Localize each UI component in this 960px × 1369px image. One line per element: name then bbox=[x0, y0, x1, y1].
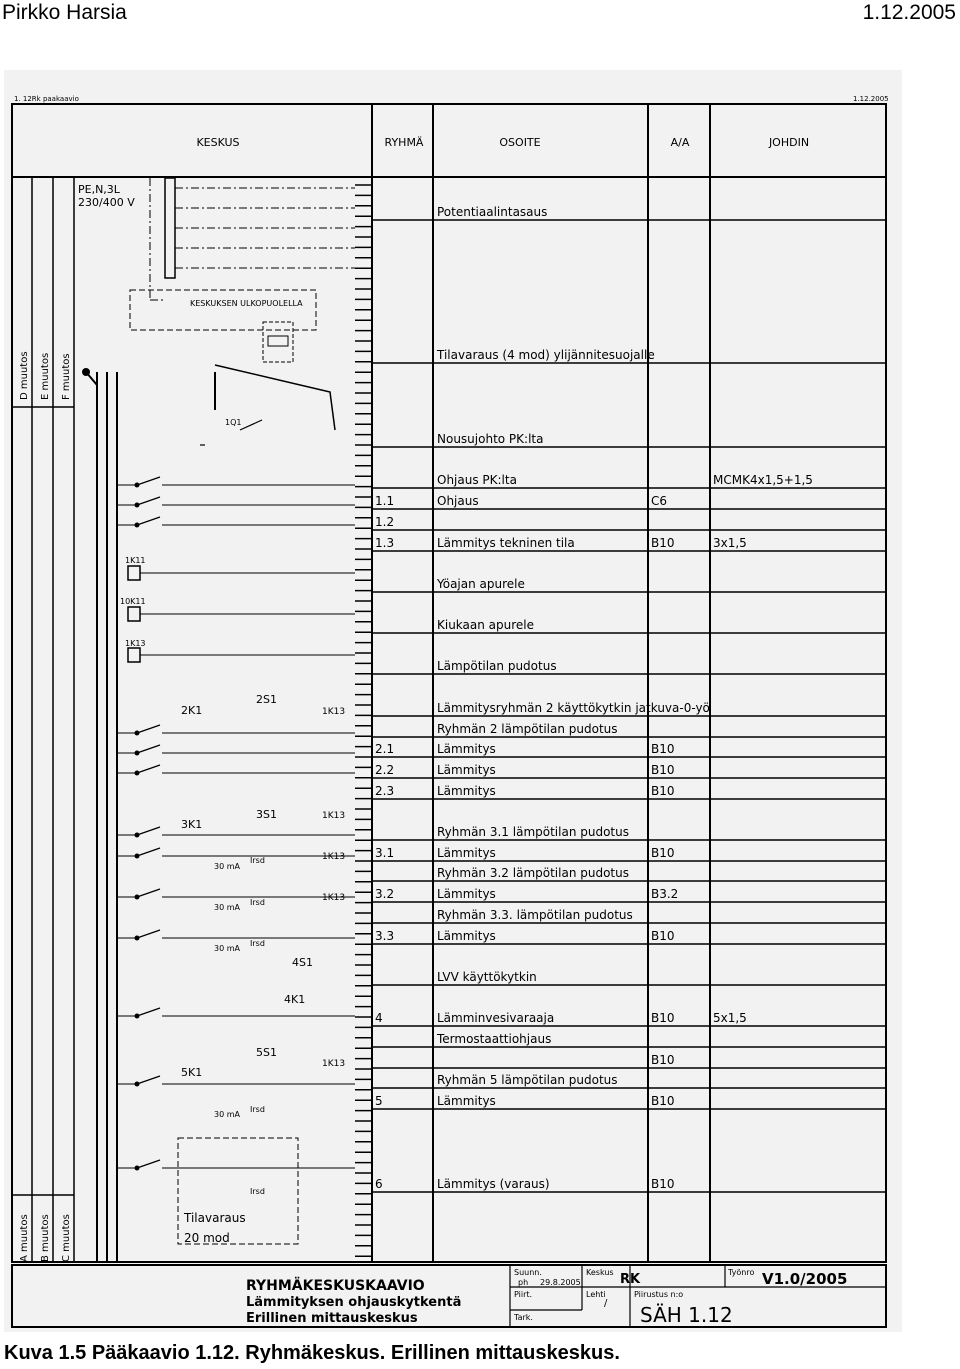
row-ryhma: 6 bbox=[375, 1177, 383, 1191]
revision-e: E muutos bbox=[40, 352, 51, 400]
label-1k13-c: 1K13 bbox=[322, 852, 346, 862]
label-irsd-a: Irsd bbox=[250, 856, 265, 865]
label-3s1: 3S1 bbox=[256, 808, 277, 821]
row-ryhma: 2.3 bbox=[375, 784, 395, 798]
revision-b: B muutos bbox=[40, 1214, 51, 1262]
row-osoite: Lämmitys bbox=[437, 742, 496, 756]
row-ryhma: 5 bbox=[375, 1094, 383, 1108]
row-osoite: Kiukaan apurele bbox=[437, 618, 535, 632]
row-osoite: Ryhmän 3.1 lämpötilan pudotus bbox=[437, 825, 629, 839]
label-30ma-a: 30 mA bbox=[214, 862, 240, 871]
title-block-subtitle2: Erillinen mittauskeskus bbox=[246, 1311, 418, 1326]
row-ryhma: 2.1 bbox=[375, 742, 395, 756]
label-2s1: 2S1 bbox=[256, 693, 277, 706]
row-osoite: Ryhmän 2 lämpötilan pudotus bbox=[437, 722, 618, 736]
label-1k13-b: 1K13 bbox=[322, 811, 346, 821]
row-ryhma: 4 bbox=[375, 1011, 383, 1025]
row-aa: B10 bbox=[651, 536, 675, 550]
row-aa: B10 bbox=[651, 846, 675, 860]
label-5k1: 5K1 bbox=[181, 1066, 203, 1079]
row-ryhma: 3.1 bbox=[375, 846, 395, 860]
row-johdin: MCMK4x1,5+1,5 bbox=[713, 473, 813, 487]
label-4k1: 4K1 bbox=[284, 993, 306, 1006]
row-johdin: 3x1,5 bbox=[713, 536, 747, 550]
label-1k11: 1K11 bbox=[125, 556, 146, 565]
tb-piirustus-label: Piirustus n:o bbox=[634, 1290, 684, 1299]
col-aa: A/A bbox=[670, 136, 690, 149]
label-1k13-a: 1K13 bbox=[322, 707, 346, 717]
row-osoite: Lämminvesivaraaja bbox=[437, 1011, 555, 1025]
row-aa: B10 bbox=[651, 763, 675, 777]
row-aa: B10 bbox=[651, 1094, 675, 1108]
row-osoite: Ohjaus bbox=[437, 494, 479, 508]
sheet-top-right: 1.12.2005 bbox=[853, 95, 889, 103]
col-ryhma: RYHMÄ bbox=[384, 136, 424, 149]
row-johdin: 5x1,5 bbox=[713, 1011, 747, 1025]
row-osoite: Termostaattiohjaus bbox=[437, 1032, 552, 1046]
reserve-label-2: 20 mod bbox=[184, 1231, 230, 1245]
revision-c: C muutos bbox=[61, 1214, 72, 1262]
label-irsd-c: Irsd bbox=[250, 939, 265, 948]
label-1k13-e: 1K13 bbox=[322, 1059, 346, 1069]
row-aa: C6 bbox=[651, 494, 668, 508]
label-3k1: 3K1 bbox=[181, 818, 203, 831]
col-keskus: KESKUS bbox=[196, 136, 240, 149]
row-osoite: Lämmitys bbox=[437, 784, 496, 798]
tb-lehti-label: Lehti bbox=[586, 1290, 606, 1299]
tb-tark-label: Tark. bbox=[514, 1313, 533, 1322]
label-irsd-e: Irsd bbox=[250, 1187, 265, 1196]
row-ryhma: 3.2 bbox=[375, 887, 395, 901]
supply-label-2: 230/400 V bbox=[78, 196, 135, 209]
row-aa: B10 bbox=[651, 929, 675, 943]
row-aa: B10 bbox=[651, 742, 675, 756]
supply-label-1: PE,N,3L bbox=[78, 183, 120, 196]
row-osoite: Lämmitys bbox=[437, 1094, 496, 1108]
tb-tyonro-value: V1.0/2005 bbox=[762, 1270, 848, 1288]
label-2k1: 2K1 bbox=[181, 704, 203, 717]
reserve-label-1: Tilavaraus bbox=[184, 1211, 246, 1225]
row-osoite: Ohjaus PK:lta bbox=[437, 473, 517, 487]
revision-f: F muutos bbox=[61, 353, 72, 400]
row-aa: B10 bbox=[651, 1011, 675, 1025]
row-osoite: Lämmitys tekninen tila bbox=[437, 536, 575, 550]
row-aa: B10 bbox=[651, 1053, 675, 1067]
row-osoite: Lämmitysryhmän 2 käyttökytkin jatkuva-0-yö bbox=[437, 701, 710, 715]
row-aa: B3.2 bbox=[651, 887, 679, 901]
row-osoite: Yöajan apurele bbox=[437, 577, 525, 591]
tb-piirt-label: Piirt. bbox=[514, 1290, 533, 1299]
tb-piirustus-value: SÄH 1.12 bbox=[640, 1303, 733, 1327]
label-5s1: 5S1 bbox=[256, 1046, 277, 1059]
tb-suunn-date: 29.8.2005 bbox=[540, 1278, 581, 1287]
row-ryhma: 1.3 bbox=[375, 536, 395, 550]
tb-lehti-value: / bbox=[604, 1298, 608, 1309]
label-1k13-d: 1K13 bbox=[322, 893, 346, 903]
label-1k13: 1K13 bbox=[125, 639, 146, 648]
row-osoite: Lämpötilan pudotus bbox=[437, 659, 557, 673]
title-block-title: RYHMÄKESKUSKAAVIO bbox=[246, 1278, 425, 1294]
revision-a: A muutos bbox=[19, 1214, 30, 1262]
main-switch-label: 1Q1 bbox=[225, 418, 242, 427]
header-date: 1.12.2005 bbox=[862, 1, 956, 24]
tb-suunn-label: Suunn. bbox=[514, 1268, 542, 1277]
row-aa: B10 bbox=[651, 1177, 675, 1191]
label-30ma-b: 30 mA bbox=[214, 903, 240, 912]
revision-d: D muutos bbox=[19, 351, 30, 400]
col-johdin: JOHDIN bbox=[768, 136, 810, 149]
row-osoite: LVV käyttökytkin bbox=[437, 970, 537, 984]
col-osoite: OSOITE bbox=[499, 136, 541, 149]
row-osoite: Ryhmän 5 lämpötilan pudotus bbox=[437, 1073, 618, 1087]
label-30ma-d: 30 mA bbox=[214, 1110, 240, 1119]
row-osoite: Lämmitys bbox=[437, 763, 496, 777]
row-osoite: Lämmitys (varaus) bbox=[437, 1177, 550, 1191]
sheet-top-left: 1. 12Rk paakaavio bbox=[14, 95, 79, 103]
row-osoite: Nousujohto PK:lta bbox=[437, 432, 544, 446]
row-osoite: Lämmitys bbox=[437, 929, 496, 943]
label-10k11: 10K11 bbox=[120, 597, 146, 606]
label-4s1: 4S1 bbox=[292, 956, 313, 969]
row-osoite: Ryhmän 3.2 lämpötilan pudotus bbox=[437, 866, 629, 880]
row-osoite: Lämmitys bbox=[437, 887, 496, 901]
row-ryhma: 2.2 bbox=[375, 763, 395, 777]
title-block-subtitle1: Lämmityksen ohjauskytkentä bbox=[246, 1295, 462, 1310]
row-aa: B10 bbox=[651, 784, 675, 798]
label-irsd-d: Irsd bbox=[250, 1105, 265, 1114]
header-author: Pirkko Harsia bbox=[2, 1, 127, 24]
row-osoite: Potentiaalintasaus bbox=[437, 205, 548, 219]
label-30ma-c: 30 mA bbox=[214, 944, 240, 953]
outside-label: KESKUKSEN ULKOPUOLELLA bbox=[190, 299, 303, 308]
tb-keskus-value: RK bbox=[620, 1272, 641, 1287]
label-irsd-b: Irsd bbox=[250, 898, 265, 907]
tb-suunn-value: ph bbox=[518, 1278, 529, 1287]
row-osoite: Lämmitys bbox=[437, 846, 496, 860]
row-osoite: Tilavaraus (4 mod) ylijännitesuojalle bbox=[437, 348, 655, 362]
row-ryhma: 1.1 bbox=[375, 494, 395, 508]
tb-tyonro-label: Työnro bbox=[728, 1268, 755, 1277]
row-ryhma: 3.3 bbox=[375, 929, 395, 943]
tb-keskus-label: Keskus bbox=[586, 1268, 614, 1277]
row-osoite: Ryhmän 3.3. lämpötilan pudotus bbox=[437, 908, 633, 922]
figure-caption: Kuva 1.5 Pääkaavio 1.12. Ryhmäkeskus. Erillinen mittauskeskus. bbox=[4, 1342, 620, 1364]
row-ryhma: 1.2 bbox=[375, 515, 395, 529]
